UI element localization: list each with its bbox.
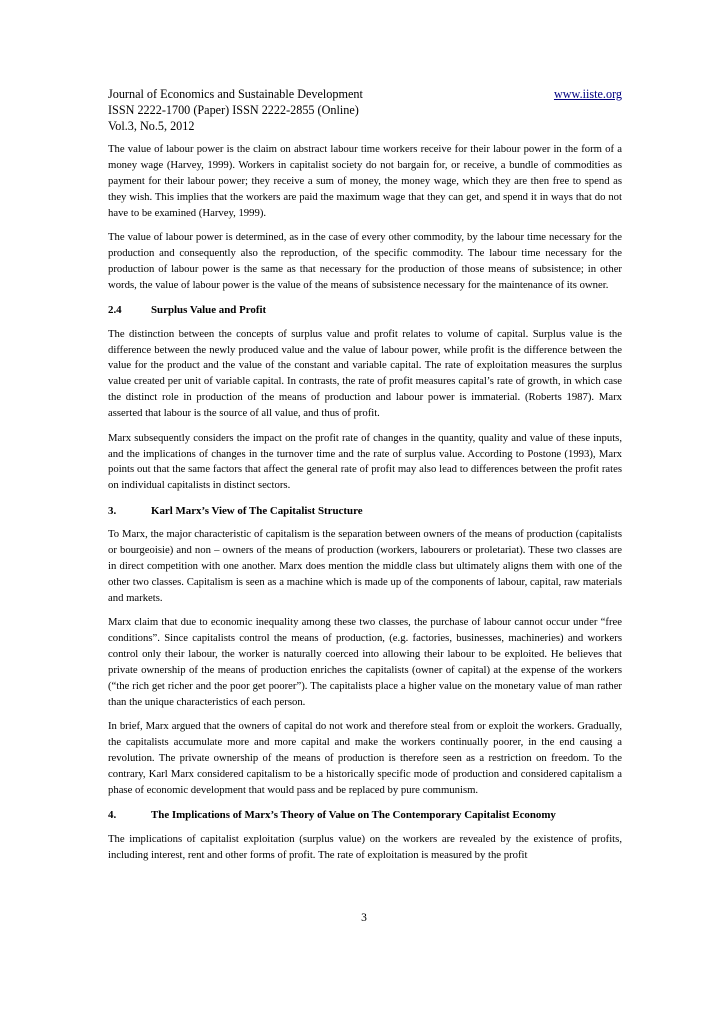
- journal-issn: ISSN 2222-1700 (Paper) ISSN 2222-2855 (Online): [108, 103, 359, 117]
- paragraph-labour-time-determination: The value of labour power is determined, as in the case of every other commodity, by the labour time necessary for the production and consequently also the reproduction, of the specific commodity. The labour time necessary for the production of labour power is the same as that necessary for the production of those means of subsistence; in other words, the value of labour power is the value of the means of subsistence necessary for the maintenance of its owner.: [108, 231, 622, 291]
- paragraph-economic-inequality: Marx claim that due to economic inequality among these two classes, the purchase of labour cannot occur under “free conditions”. Since capitalists control the means of production, (e.g. factories, businesses, machineries) and workers control only their labour, the worker is naturally coerced into allowing their labour to be exploited. He believes that private ownership of the means of production enriches the capitalists (owner of capital) at the expense of the workers (“the rich get richer and the poor get poorer”). The capitalists place a higher value on the monetary value of man rather than the unique characteristics of each person.: [108, 616, 622, 708]
- paragraph-in-brief: In brief, Marx argued that the owners of capital do not work and therefore steal from or exploit the workers. Gradually, the capitalists accumulate more and more capital and make the workers continually poorer, in the end causing a revolution. The private ownership of the means of production is therefore seen as a restriction on freedom. To the contrary, Karl Marx considered capitalism to be a historically specific mode of production and considered capitalism a phase of economic development that would pass and be replaced by pure communism.: [108, 720, 622, 796]
- journal-url-link[interactable]: www.iiste.org: [553, 87, 622, 101]
- journal-header: [108, 86, 622, 134]
- journal-title: Journal of Economics and Sustainable Development: [108, 87, 363, 101]
- section-title: Karl Marx’s View of The Capitalist Structure: [151, 504, 363, 517]
- page-footer: [0, 912, 728, 924]
- paragraph-surplus-value-profit: The distinction between the concepts of surplus value and profit relates to volume of capital. Surplus value is the difference between the newly produced value and the value of labour power, while profit is the difference between the value for the product and the value of the constant and variable capital. The rate of exploitation measures the surplus value created per unit of variable capital. In contrasts, the rate of profit measures capital’s rate of growth, in which case the distinct role in production of the means of production and labour power is immaterial. (Roberts 1987). Marx asserted that labour is the source of all value, and thus of profit.: [108, 327, 622, 420]
- section-heading-4: [108, 807, 622, 823]
- page-number: 3: [361, 912, 367, 924]
- journal-volume: Vol.3, No.5, 2012: [108, 119, 195, 133]
- section-number: 4.: [108, 809, 117, 822]
- header-row: [108, 86, 622, 102]
- page-content: [108, 86, 622, 872]
- section-heading-3: [108, 503, 622, 519]
- section-title: Surplus Value and Profit: [151, 304, 267, 317]
- section-number: 2.4: [108, 304, 122, 317]
- paragraph-profit-rate-changes: Marx subsequently considers the impact on the profit rate of changes in the quantity, quality and value of these inputs, and the implications of changes in the turnover time and the rate of surplus value. According to Postone (1993), Marx points out that the same factors that affect the general rate of profit may also lead to differences between the profit rates on individual capitalists in distinct sectors.: [108, 431, 622, 492]
- section-heading-2-4: [108, 302, 622, 318]
- paragraph-value-of-labour-power: The value of labour power is the claim on abstract labour time workers receive for their labour power in the form of a money wage (Harvey, 1999). Workers in capitalist society do not bargain for, or receive, a bundle of commodities as payment for their labour power; they receive a sum of money, the money wage, which they are then free to spend as they wish. This implies that the workers are paid the maximum wage that they can get, and spend it in ways that do not have to be examined (Harvey, 1999).: [108, 143, 622, 219]
- section-number: 3.: [108, 504, 117, 517]
- section-title: The Implications of Marx’s Theory of Value on The Contemporary Capitalist Economy: [151, 809, 556, 822]
- paragraph-implications-exploitation: The implications of capitalist exploitation (surplus value) on the workers are revealed by the existence of profits, including interest, rent and other forms of profit. The rate of exploitation is measured by the profit: [108, 832, 622, 861]
- paragraph-capitalism-characteristic: To Marx, the major characteristic of capitalism is the separation between owners of the means of production (capitalists or bourgeoisie) and non – owners of the means of production (workers, labourers or proletariat). These two classes are in direct competition with one another. Marx does mention the middle class but ultimately aligns them with one of the other two classes. Capitalism is seen as a machine which is made up of the components of labour, capital, raw materials and markets.: [108, 528, 622, 604]
